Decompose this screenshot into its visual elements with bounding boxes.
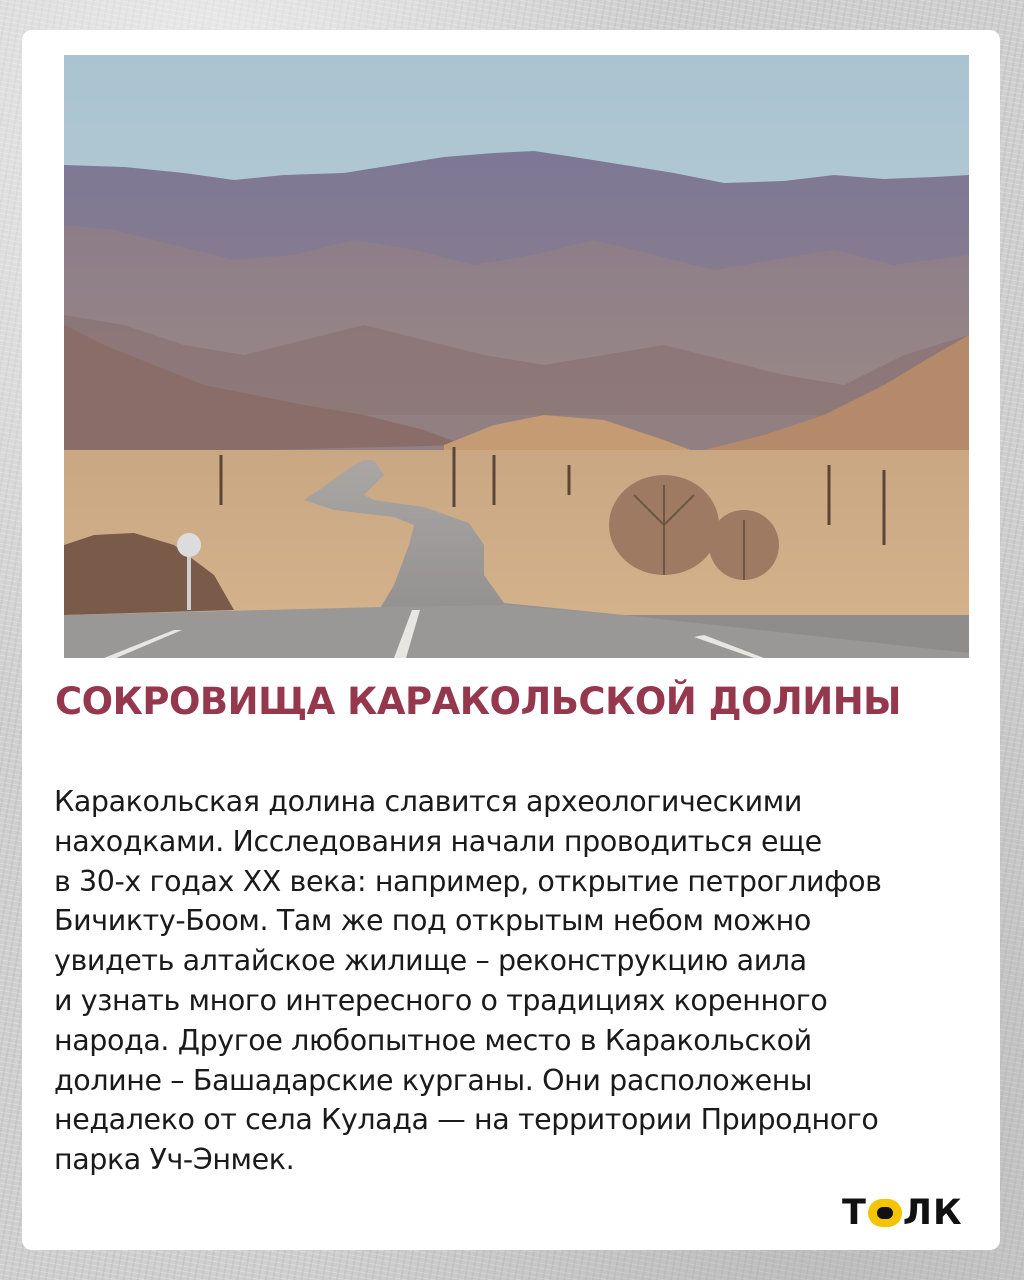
tolk-logo (842, 1193, 963, 1233)
body-line: недалеко от села Кулада — на территории Природного (54, 1103, 879, 1137)
content-card (22, 30, 1000, 1250)
logo-letter-t: Т (842, 1193, 867, 1233)
body-line: Каракольская долина славится археологическими (54, 785, 802, 818)
body-line: находками. Исследования начали проводиться еще (54, 824, 822, 858)
body-line: парка Уч-Энмек. (54, 1143, 295, 1177)
body-line: в 30-х годах XX века: например, открытие петроглифов (54, 864, 882, 898)
body-line: Бичикту-Боом. Там же под открытым небом можно (54, 904, 811, 938)
landscape-photo (64, 55, 969, 658)
body-paragraph (54, 782, 974, 1180)
body-line: и узнать много интересного о традициях коренного (54, 983, 828, 1017)
logo-o-mark-icon (868, 1199, 902, 1227)
body-line: народа. Другое любопытное место в Каракольской (54, 1023, 812, 1057)
headline: СОКРОВИЩА КАРАКОЛЬСКОЙ ДОЛИНЫ (55, 680, 902, 723)
body-line: увидеть алтайское жилище – реконструкцию аила (54, 944, 807, 978)
body-line: долине – Башадарские курганы. Они расположены (54, 1063, 813, 1097)
logo-letters-lk: ЛК (902, 1193, 963, 1233)
